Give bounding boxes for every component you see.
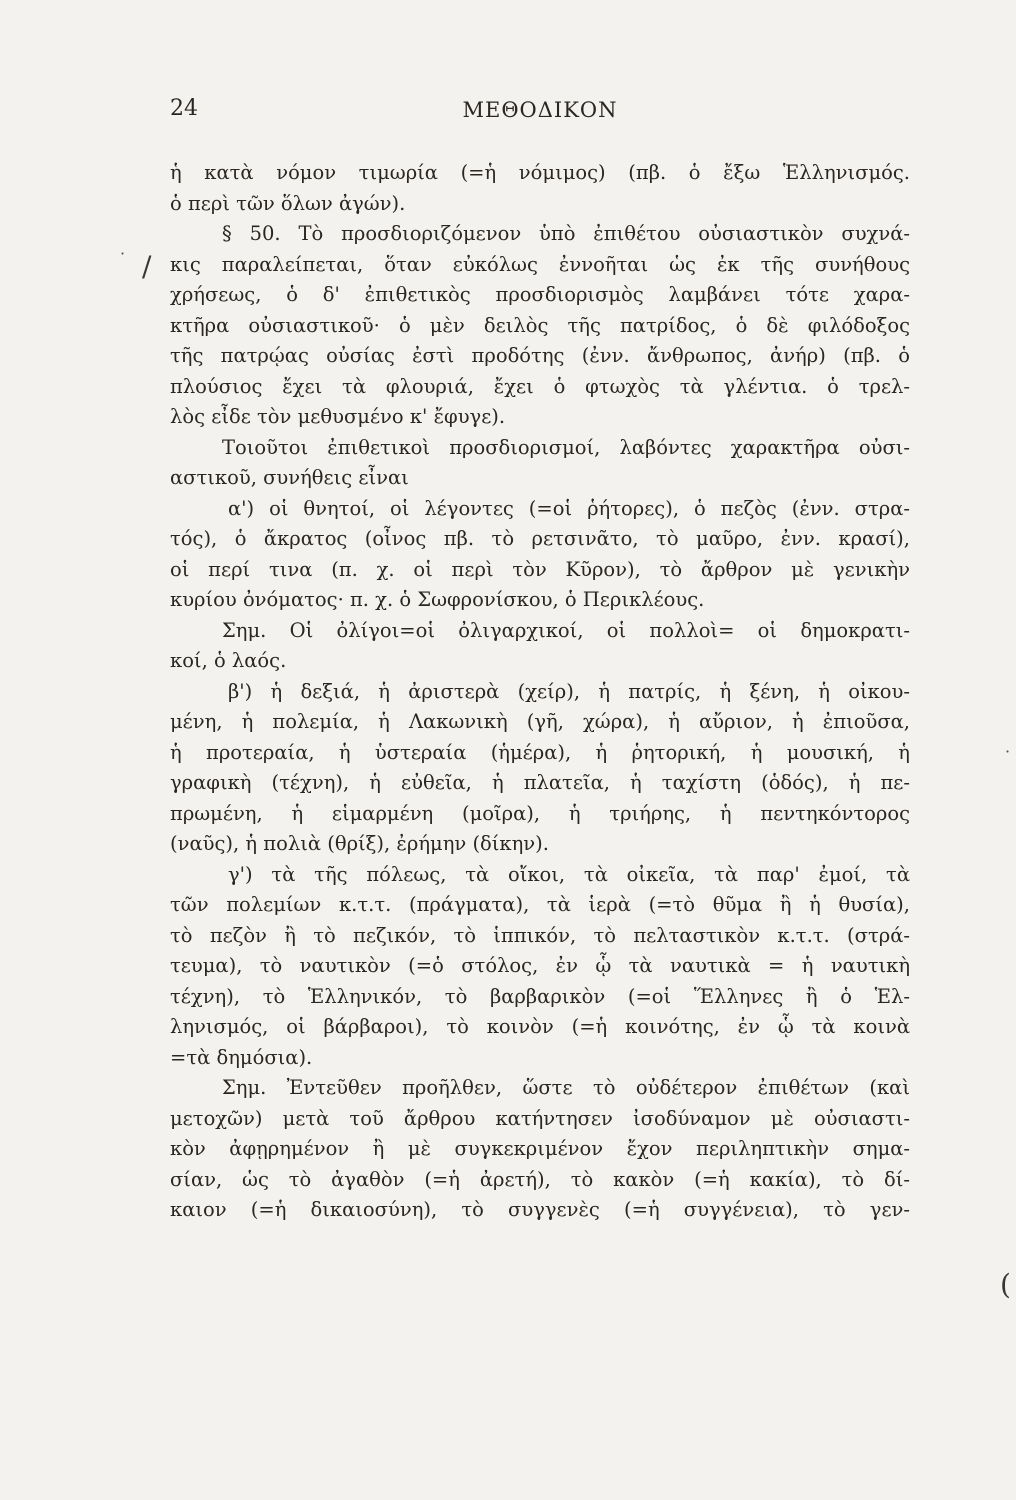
text-line: ληνισμός, οἱ βάρβαροι), τὸ κοινὸν (=ἡ κοινότης, ἐν ᾧ τὰ κοινὰ: [170, 1015, 910, 1038]
text-line: μετοχῶν) μετὰ τοῦ ἄρθρου κατήντησεν ἰσοδύναμον μὲ οὐσιαστι-: [170, 1106, 910, 1130]
running-title: ΜΕΘΟΔΙΚΟΝ: [462, 98, 618, 122]
note-line: Σημ. Ἐντεῦθεν προῆλθεν, ὥστε τὸ οὐδέτερον ἐπιθέτων (καὶ: [222, 1076, 910, 1099]
list-item-alpha: α') οἱ θνητοί, οἱ λέγοντες (=οἱ ῥήτορες), ὁ πεζὸς (ἐνν. στρα-: [228, 496, 910, 520]
text-line: κυρίου ὀνόματος· π. χ. ὁ Σωφρονίσκου, ὁ Περικλέους.: [170, 588, 705, 611]
text-line: χρήσεως, ὁ δ' ἐπιθετικὸς προσδιορισμὸς λαμβάνει τότε χαρα-: [170, 283, 910, 306]
text-line: καιον (=ἡ δικαιοσύνη), τὸ συγγενὲς (=ἡ συγγένεια), τὸ γεν-: [170, 1198, 910, 1221]
page-header: [170, 96, 910, 136]
text-line: αστικοῦ, συνήθεις εἶναι: [170, 466, 409, 489]
text-line: πλούσιος ἔχει τὰ φλουριά, ἔχει ὁ φτωχὸς τὰ γλέντια. ὁ τρελ-: [170, 374, 910, 398]
text-line: τευμα), τὸ ναυτικὸν (=ὁ στόλος, ἐν ᾧ τὰ ναυτικὰ = ἡ ναυτικὴ: [170, 954, 910, 977]
ink-speck: ·: [120, 244, 126, 263]
section-heading-line: § 50. Τὸ προσδιοριζόμενον ὑπὸ ἐπιθέτου οὐσιαστικὸν συχνά-: [222, 222, 910, 245]
text-line: κτῆρα οὐσιαστικοῦ· ὁ μὲν δειλὸς τῆς πατρίδος, ὁ δὲ φιλόδοξος: [170, 313, 910, 337]
body-text: [170, 158, 910, 1226]
text-line: ὁ περὶ τῶν ὅλων ἀγών).: [170, 191, 406, 215]
list-item-beta: β') ἡ δεξιά, ἡ ἀριστερὰ (χείρ), ἡ πατρίς, ἡ ξένη, ἡ οἰκου-: [228, 679, 910, 703]
text-line: τὸ πεζὸν ἢ τὸ πεζικόν, τὸ ἱππικόν, τὸ πελταστικὸν κ.τ.τ. (στρά-: [170, 923, 910, 947]
list-item-gamma: γ') τὰ τῆς πόλεως, τὰ οἴκοι, τὰ οἰκεῖα, τὰ παρ' ἐμοί, τὰ: [228, 862, 910, 886]
text-line: τῆς πατρῴας οὐσίας ἐστὶ προδότης (ἐνν. ἄνθρωπος, ἀνήρ) (πβ. ὁ: [170, 344, 910, 367]
text-line: πρωμένη, ἡ εἱμαρμένη (μοῖρα), ἡ τριήρης, ἡ πεντηκόντορος: [170, 801, 910, 825]
page-number: 24: [170, 96, 198, 121]
text-line: κοί, ὁ λαός.: [170, 649, 287, 672]
margin-mark-right: (: [1000, 1268, 1011, 1301]
text-line: κις παραλείπεται, ὅταν εὐκόλως ἐννοῆται ὡς ἐκ τῆς συνήθους: [170, 252, 910, 276]
margin-mark-left: /: [142, 250, 152, 283]
text-line: =τὰ δημόσια).: [170, 1045, 313, 1069]
text-line: κὸν ἀφῃρημένον ἢ μὲ συγκεκριμένον ἔχον περιληπτικὴν σημα-: [170, 1137, 910, 1160]
text-line: (ναῦς), ἡ πολιὰ (θρίξ), ἐρήμην (δίκην).: [170, 832, 549, 855]
text-line: μένη, ἡ πολεμία, ἡ Λακωνικὴ (γῆ, χώρα), ἡ αὔριον, ἡ ἐπιοῦσα,: [170, 710, 910, 733]
text-line: τέχνη), τὸ Ἑλληνικόν, τὸ βαρβαρικὸν (=οἱ Ἕλληνες ἢ ὁ Ἑλ-: [170, 984, 910, 1008]
text-line: ἡ κατὰ νόμον τιμωρία (=ἡ νόμιμος) (πβ. ὁ ἔξω Ἑλληνισμός.: [170, 161, 910, 184]
text-line: λὸς εἶδε τὸν μεθυσμένο κ' ἔφυγε).: [170, 405, 506, 428]
ink-speck: ·: [1005, 742, 1011, 761]
text-line: σίαν, ὡς τὸ ἀγαθὸν (=ἡ ἀρετή), τὸ κακὸν (=ἡ κακία), τὸ δί-: [170, 1167, 910, 1191]
text-line: γραφικὴ (τέχνη), ἡ εὐθεῖα, ἡ πλατεῖα, ἡ ταχίστη (ὁδός), ἡ πε-: [170, 771, 910, 794]
note-line: Σημ. Οἱ ὀλίγοι=οἱ ὀλιγαρχικοί, οἱ πολλοὶ= οἱ δημοκρατι-: [222, 618, 910, 642]
text-line: ἡ προτεραία, ἡ ὑστεραία (ἡμέρα), ἡ ῥητορική, ἡ μουσική, ἡ: [170, 740, 910, 764]
text-line: οἱ περί τινα (π. χ. οἱ περὶ τὸν Κῦρον), τὸ ἄρθρον μὲ γενικὴν: [170, 557, 910, 581]
text-line: Τοιοῦτοι ἐπιθετικοὶ προσδιορισμοί, λαβόντες χαρακτῆρα οὐσι-: [222, 435, 910, 459]
text-line: τῶν πολεμίων κ.τ.τ. (πράγματα), τὰ ἱερὰ (=τὸ θῦμα ἢ ἡ θυσία),: [170, 893, 910, 916]
text-line: τός), ὁ ἄκρατος (οἶνος πβ. τὸ ρετσινᾶτο, τὸ μαῦρο, ἐνν. κρασί),: [170, 527, 910, 550]
